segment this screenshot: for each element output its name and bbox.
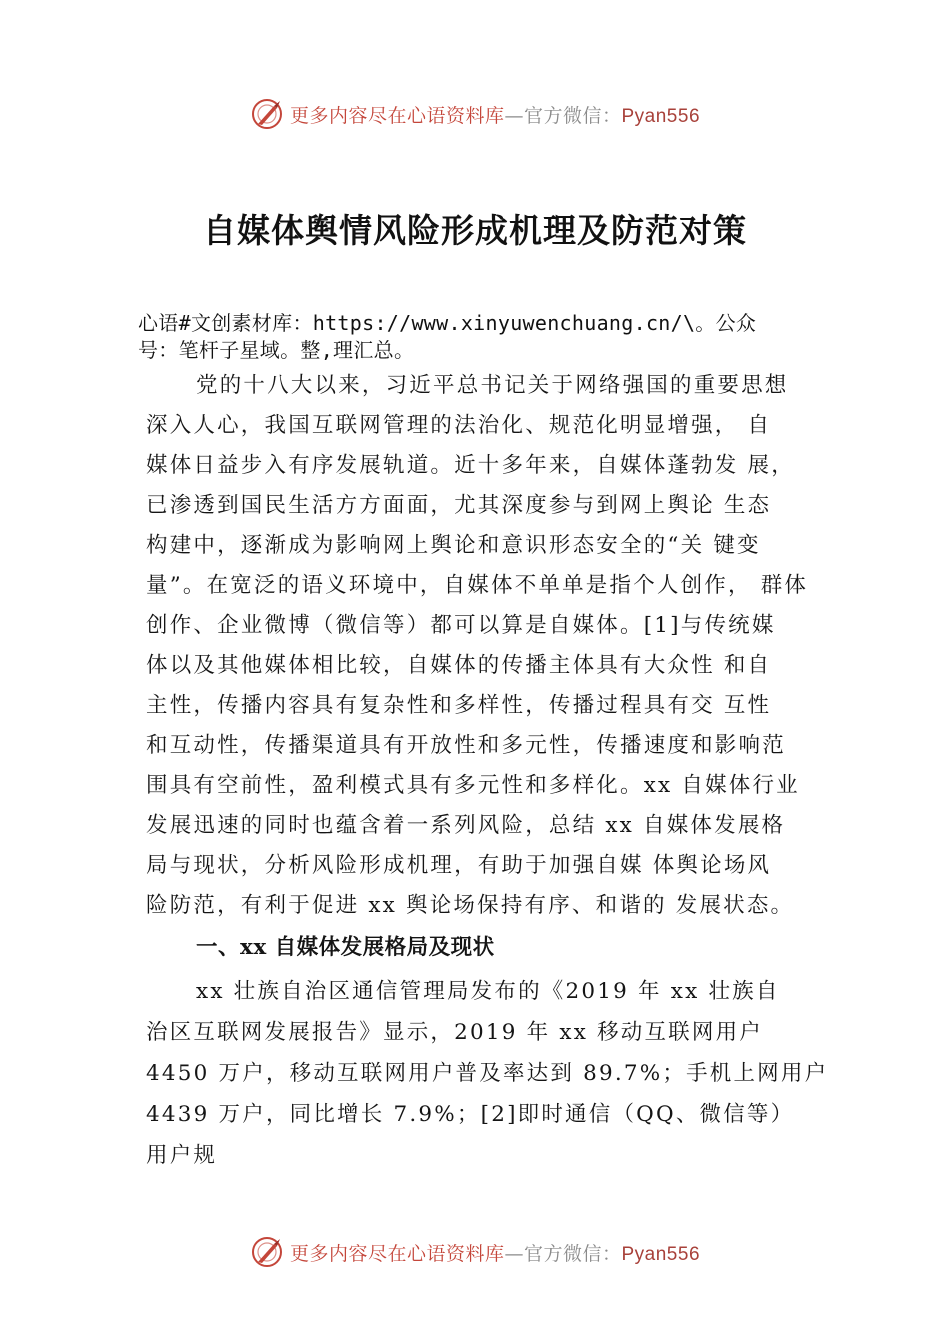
source-line: 心语#文创素材库：https://www.xinyuwenchuang.cn/\。公众 (138, 311, 757, 335)
footer-banner (0, 1232, 950, 1272)
banner-wechat-id: Pyan556 (621, 105, 701, 127)
paragraph-line: 深入人心，我国互联网管理的法治化、规范化明显增强， 自 (146, 413, 772, 438)
header-banner (0, 94, 950, 134)
banner-text (290, 1239, 700, 1266)
banner-dash: — (504, 104, 524, 127)
paragraph-line: 已渗透到国民生活方方面面，尤其深度参与到网上舆论 生态 (146, 493, 772, 518)
banner-library-name: 更多内容尽在心语资料库 (289, 1242, 505, 1265)
section-heading: 一、xx 自媒体发展格局及现状 (196, 935, 495, 960)
paragraph-line: 主性，传播内容具有复杂性和多样性，传播过程具有交 互性 (146, 693, 772, 718)
quill-logo-icon (250, 1235, 284, 1269)
banner-library-name: 更多内容尽在心语资料库 (289, 104, 505, 127)
paragraph-line: 党的十八大以来，习近平总书记关于网络强国的重要思想 (196, 373, 789, 398)
paragraph-line: 险防范，有利于促进 xx 舆论场保持有序、和谐的 发展状态。 (146, 893, 795, 918)
document-title: 自媒体舆情风险形成机理及防范对策 (203, 211, 747, 250)
paragraph-line: 4450 万户，移动互联网用户普及率达到 89.7%；手机上网用户 (146, 1061, 829, 1086)
source-note (138, 310, 828, 364)
source-line: 号：笔杆子星域。整,理汇总。 (138, 338, 415, 362)
banner-wechat-label: 官方微信： (523, 104, 622, 127)
paragraph-line: 媒体日益步入有序发展轨道。近十多年来，自媒体蓬勃发 展， (146, 453, 795, 478)
paragraph-line: 和互动性，传播渠道具有开放性和多元性，传播速度和影响范 (146, 733, 786, 758)
paragraph-line: 体以及其他媒体相比较，自媒体的传播主体具有大众性 和自 (146, 653, 772, 678)
paragraph-line: 围具有空前性，盈利模式具有多元性和多样化。xx 自媒体行业 (146, 773, 800, 798)
quill-logo-icon (250, 97, 284, 131)
banner-text (290, 101, 700, 128)
paragraph-line: xx 壮族自治区通信管理局发布的《2019 年 xx 壮族自 (196, 979, 780, 1004)
paragraph-line: 用户规 (146, 1143, 218, 1168)
paragraph-line: 发展迅速的同时也蕴含着一系列风险，总结 xx 自媒体发展格 (146, 813, 786, 838)
paragraph-line: 局与现状，分析风险形成机理，有助于加强自媒 体舆论场风 (146, 853, 772, 878)
banner-dash: — (504, 1242, 524, 1265)
paragraph-line: 量”。在宽泛的语义环境中，自媒体不单单是指个人创作， 群体 (146, 573, 809, 598)
paragraph-line: 构建中，逐渐成为影响网上舆论和意识形态安全的“关 键变 (146, 533, 761, 558)
banner-wechat-label: 官方微信： (523, 1242, 622, 1265)
paragraph-line: 治区互联网发展报告》显示，2019 年 xx 移动互联网用户 (146, 1020, 763, 1045)
paragraph-line: 创作、企业微博（微信等）都可以算是自媒体。[1]与传统媒 (146, 613, 776, 638)
banner-wechat-id: Pyan556 (621, 1243, 701, 1265)
paragraph-line: 4439 万户，同比增长 7.9%；[2]即时通信（QQ、微信等） (146, 1102, 795, 1127)
